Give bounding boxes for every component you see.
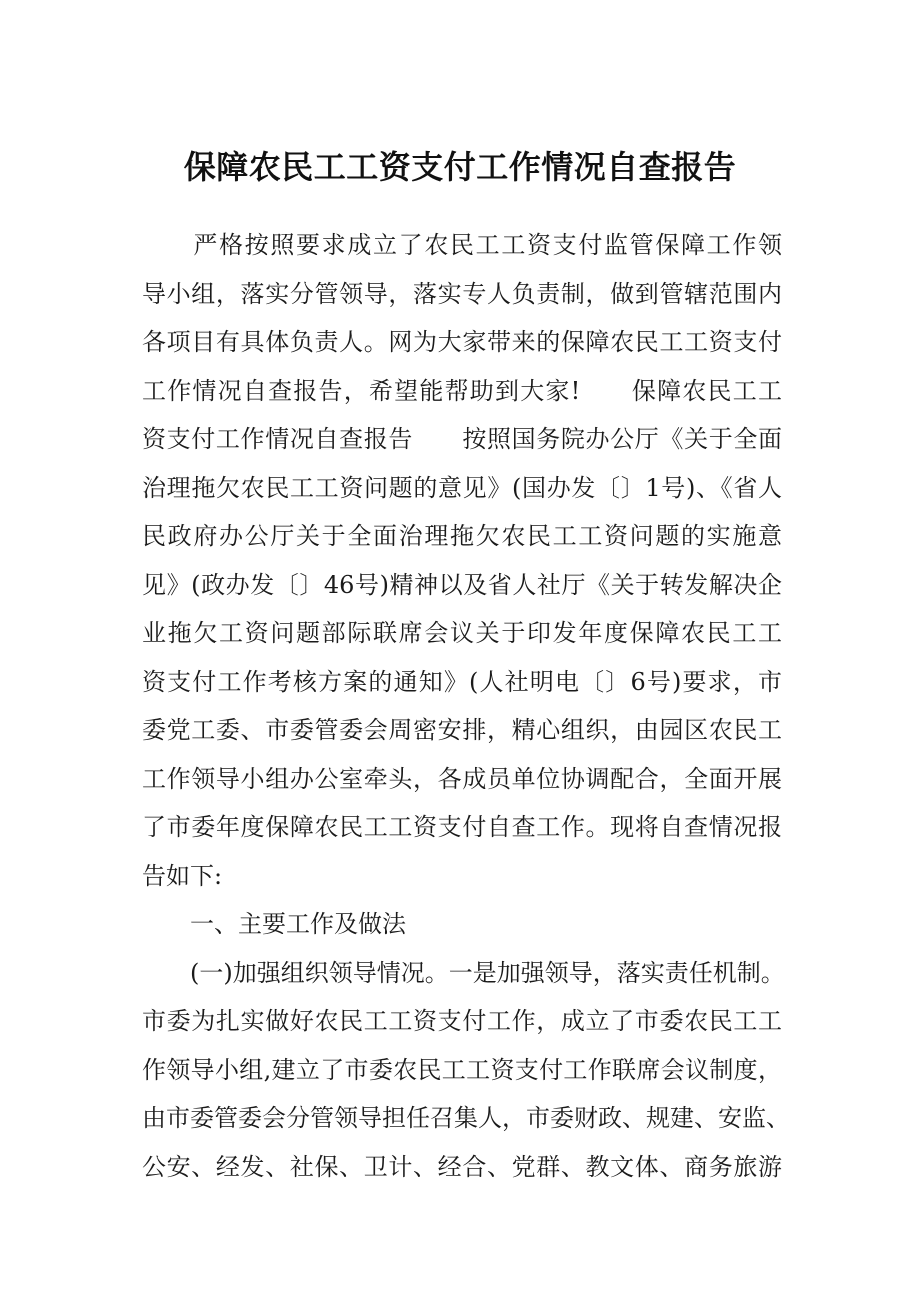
body-line: 工作领导小组办公室牵头，各成员单位协调配合，全面开展 (142, 764, 782, 793)
body-line: 各项目有具体负责人。网为大家带来的保障农民工工资支付 (142, 328, 782, 356)
section-heading: 一、主要工作及做法 (142, 910, 406, 938)
body-line: 导小组，落实分管领导，落实专人负责制，做到管辖范围内 (142, 279, 782, 308)
body-line: 资支付工作情况自查报告 按照国务院办公厅《关于全面 (142, 425, 782, 453)
body-line: 作领导小组,建立了市委农民工工资支付工作联席会议制度， (142, 1055, 782, 1084)
body-line: (一)加强组织领导情况。一是加强领导，落实责任机制。 (142, 958, 785, 987)
body-line: 治理拖欠农民工工资问题的意见》(国办发〔〕1号)、《省人 (142, 473, 782, 502)
body-line: 公安、经发、社保、卫计、经合、党群、教文体、商务旅游 (142, 1152, 782, 1181)
document-title: 保障农民工工资支付工作情况自查报告 (183, 148, 737, 186)
body-line: 业拖欠工资问题部际联席会议关于印发年度保障农民工工 (142, 619, 782, 647)
body-line: 市委为扎实做好农民工工资支付工作，成立了市委农民工工 (142, 1007, 782, 1035)
body-line: 资支付工作考核方案的通知》(人社明电〔〕6号)要求，市 (142, 667, 782, 696)
body-line: 工作情况自查报告，希望能帮助到大家! 保障农民工工 (142, 376, 782, 405)
body-line: 严格按照要求成立了农民工工资支付监管保障工作领 (142, 231, 782, 259)
body-line: 告如下: (142, 861, 223, 890)
body-line: 民政府办公厅关于全面治理拖欠农民工工资问题的实施意 (142, 522, 782, 550)
body-line: 由市委管委会分管领导担任召集人，市委财政、规建、安监、 (142, 1104, 790, 1132)
document-body (142, 221, 790, 1191)
body-line: 见》(政办发〔〕46号)精神以及省人社厅《关于转发解决企 (142, 570, 782, 599)
body-line: 了市委年度保障农民工工资支付自查工作。现将自查情况报 (142, 813, 782, 841)
body-line: 委党工委、市委管委会周密安排，精心组织，由园区农民工 (142, 716, 782, 744)
